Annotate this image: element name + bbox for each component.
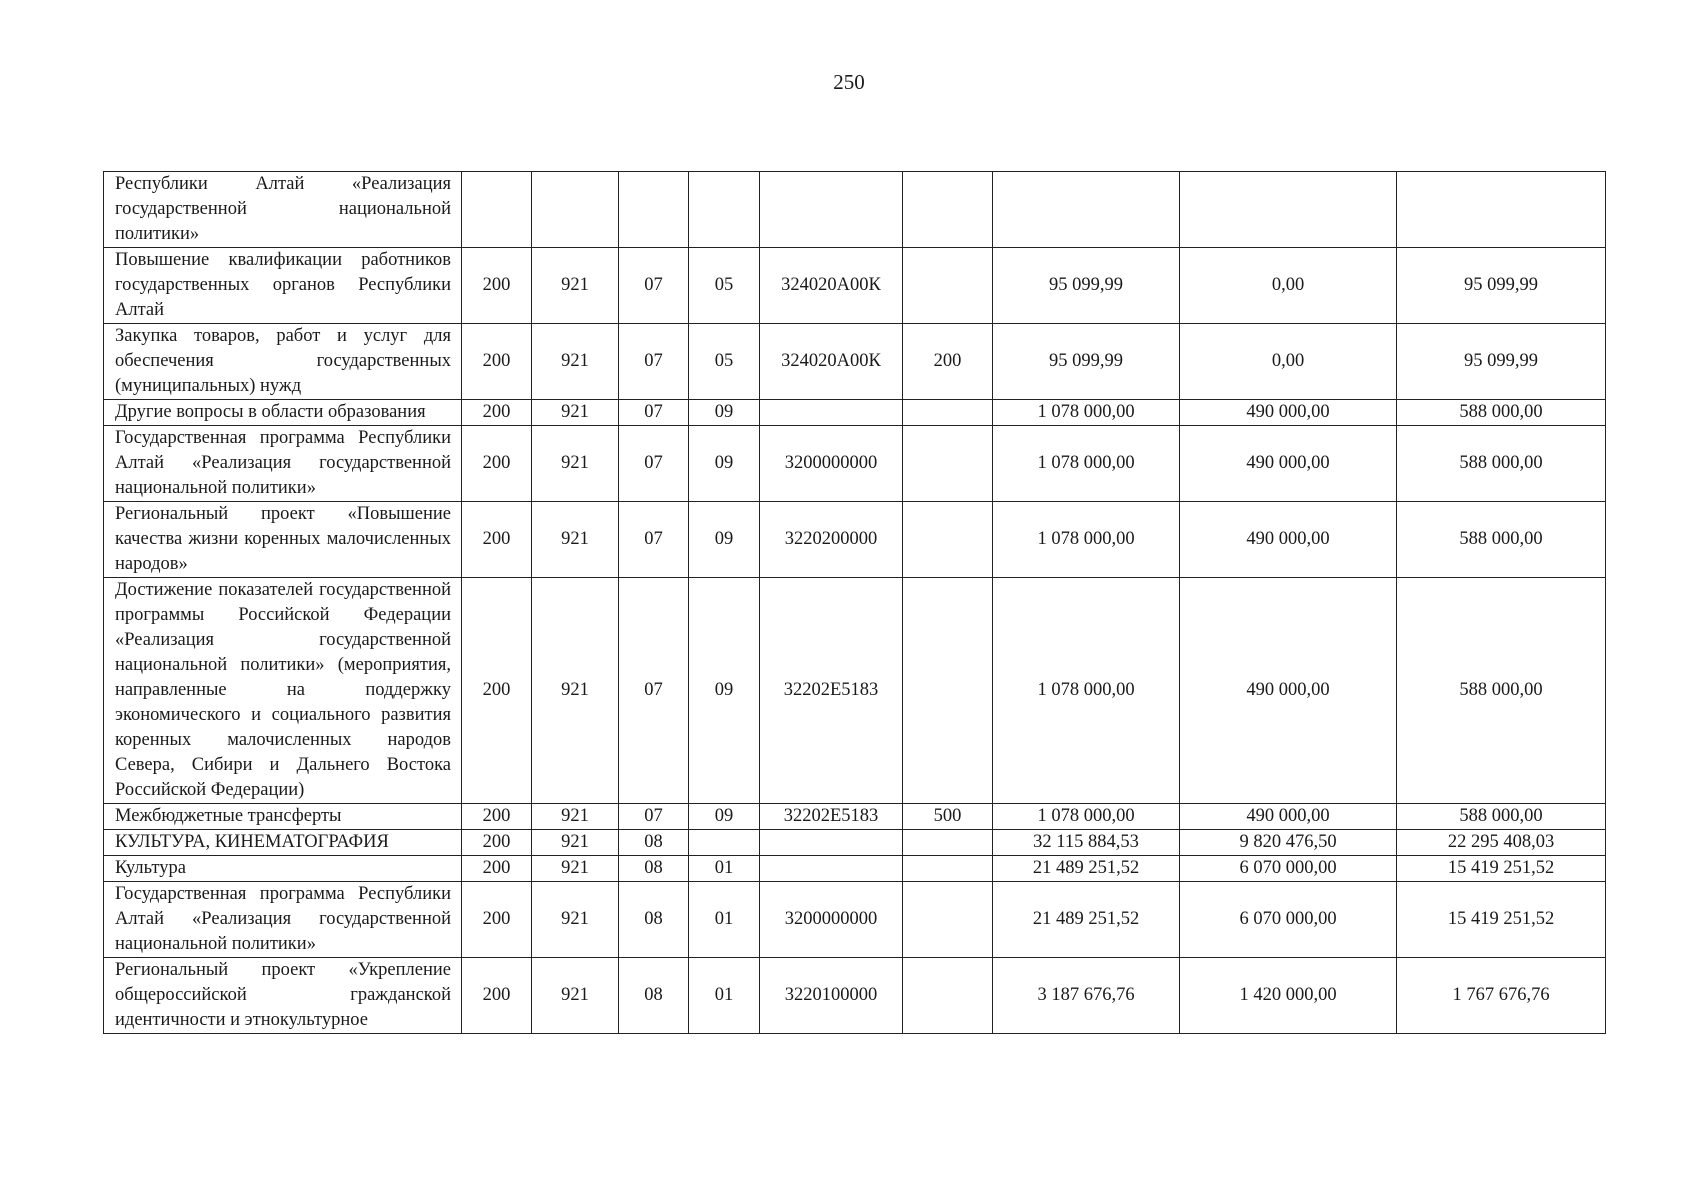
amount-cell: 6 070 000,00 (1180, 856, 1397, 882)
row-name: Республики Алтай «Реализация государственной национальной политики» (104, 172, 462, 248)
code-cell (903, 958, 993, 1034)
table-row (104, 958, 1606, 1034)
code-cell: 921 (532, 958, 619, 1034)
code-cell: 07 (619, 426, 689, 502)
amount-cell: 588 000,00 (1397, 804, 1606, 830)
code-cell: 921 (532, 578, 619, 804)
budget-table (103, 171, 1606, 1034)
row-name: Другие вопросы в области образования (104, 400, 462, 426)
row-name: Повышение квалификации работников государственных органов Республики Алтай (104, 248, 462, 324)
code-cell: 921 (532, 502, 619, 578)
code-cell: 07 (619, 578, 689, 804)
table-row (104, 804, 1606, 830)
amount-cell: 1 078 000,00 (993, 400, 1180, 426)
row-name: Государственная программа Республики Алтай «Реализация государственной национальной политики» (104, 882, 462, 958)
row-name: Межбюджетные трансферты (104, 804, 462, 830)
amount-cell (1397, 172, 1606, 248)
amount-cell: 21 489 251,52 (993, 882, 1180, 958)
table-row (104, 856, 1606, 882)
code-cell: 3200000000 (760, 882, 903, 958)
code-cell: 200 (903, 324, 993, 400)
amount-cell: 1 078 000,00 (993, 804, 1180, 830)
code-cell (689, 172, 760, 248)
code-cell: 32202E5183 (760, 578, 903, 804)
code-cell (760, 856, 903, 882)
code-cell: 01 (689, 958, 760, 1034)
table-row (104, 324, 1606, 400)
code-cell: 01 (689, 882, 760, 958)
code-cell: 3220100000 (760, 958, 903, 1034)
row-name: Региональный проект «Повышение качества жизни коренных малочисленных народов» (104, 502, 462, 578)
code-cell: 07 (619, 324, 689, 400)
code-cell: 08 (619, 958, 689, 1034)
code-cell: 07 (619, 400, 689, 426)
row-name: КУЛЬТУРА, КИНЕМАТОГРАФИЯ (104, 830, 462, 856)
row-name: Достижение показателей государственной программы Российской Федерации «Реализация государственной национальной политики» (мероприятия, направленные на поддержку экономического и социального развития коренных малочисленных народов Севера, Сибири и Дальнего Востока Российской Федерации) (104, 578, 462, 804)
code-cell: 3200000000 (760, 426, 903, 502)
amount-cell: 588 000,00 (1397, 502, 1606, 578)
amount-cell: 588 000,00 (1397, 426, 1606, 502)
amount-cell: 22 295 408,03 (1397, 830, 1606, 856)
code-cell: 200 (462, 958, 532, 1034)
row-name: Культура (104, 856, 462, 882)
amount-cell: 588 000,00 (1397, 400, 1606, 426)
code-cell (689, 830, 760, 856)
amount-cell: 95 099,99 (993, 248, 1180, 324)
amount-cell: 1 420 000,00 (1180, 958, 1397, 1034)
code-cell (760, 400, 903, 426)
amount-cell: 15 419 251,52 (1397, 856, 1606, 882)
table-row (104, 882, 1606, 958)
row-name: Региональный проект «Укрепление общероссийской гражданской идентичности и этнокультурное (104, 958, 462, 1034)
amount-cell: 1 078 000,00 (993, 502, 1180, 578)
code-cell: 05 (689, 324, 760, 400)
code-cell: 09 (689, 400, 760, 426)
code-cell: 05 (689, 248, 760, 324)
code-cell: 921 (532, 324, 619, 400)
amount-cell: 588 000,00 (1397, 578, 1606, 804)
code-cell (903, 426, 993, 502)
code-cell: 200 (462, 400, 532, 426)
code-cell (903, 830, 993, 856)
code-cell: 921 (532, 882, 619, 958)
code-cell (903, 502, 993, 578)
table-row (104, 172, 1606, 248)
amount-cell: 1 078 000,00 (993, 426, 1180, 502)
table-row (104, 248, 1606, 324)
code-cell: 200 (462, 882, 532, 958)
amount-cell: 490 000,00 (1180, 578, 1397, 804)
amount-cell: 32 115 884,53 (993, 830, 1180, 856)
code-cell: 500 (903, 804, 993, 830)
code-cell: 921 (532, 804, 619, 830)
amount-cell: 490 000,00 (1180, 400, 1397, 426)
amount-cell: 95 099,99 (1397, 248, 1606, 324)
amount-cell: 1 078 000,00 (993, 578, 1180, 804)
code-cell: 09 (689, 502, 760, 578)
code-cell: 08 (619, 882, 689, 958)
amount-cell (993, 172, 1180, 248)
code-cell: 200 (462, 856, 532, 882)
table-row (104, 426, 1606, 502)
amount-cell: 95 099,99 (993, 324, 1180, 400)
code-cell: 200 (462, 578, 532, 804)
code-cell (903, 248, 993, 324)
code-cell: 200 (462, 830, 532, 856)
code-cell (903, 400, 993, 426)
code-cell: 09 (689, 578, 760, 804)
amount-cell: 1 767 676,76 (1397, 958, 1606, 1034)
code-cell: 07 (619, 502, 689, 578)
amount-cell: 490 000,00 (1180, 502, 1397, 578)
code-cell: 08 (619, 830, 689, 856)
code-cell (532, 172, 619, 248)
row-name: Закупка товаров, работ и услуг для обеспечения государственных (муниципальных) нужд (104, 324, 462, 400)
code-cell: 09 (689, 426, 760, 502)
code-cell: 324020А00К (760, 248, 903, 324)
amount-cell: 15 419 251,52 (1397, 882, 1606, 958)
code-cell: 08 (619, 856, 689, 882)
code-cell: 200 (462, 502, 532, 578)
amount-cell: 95 099,99 (1397, 324, 1606, 400)
table-row (104, 830, 1606, 856)
code-cell: 09 (689, 804, 760, 830)
code-cell: 200 (462, 248, 532, 324)
code-cell: 921 (532, 856, 619, 882)
amount-cell: 21 489 251,52 (993, 856, 1180, 882)
code-cell: 01 (689, 856, 760, 882)
amount-cell (1180, 172, 1397, 248)
amount-cell: 0,00 (1180, 248, 1397, 324)
code-cell (903, 578, 993, 804)
amount-cell: 6 070 000,00 (1180, 882, 1397, 958)
code-cell: 921 (532, 248, 619, 324)
table-row (104, 578, 1606, 804)
code-cell: 200 (462, 426, 532, 502)
amount-cell: 3 187 676,76 (993, 958, 1180, 1034)
code-cell (462, 172, 532, 248)
amount-cell: 490 000,00 (1180, 804, 1397, 830)
amount-cell: 9 820 476,50 (1180, 830, 1397, 856)
code-cell (903, 856, 993, 882)
code-cell (760, 830, 903, 856)
code-cell (619, 172, 689, 248)
code-cell: 32202E5183 (760, 804, 903, 830)
page-number: 250 (833, 70, 865, 94)
amount-cell: 0,00 (1180, 324, 1397, 400)
row-name: Государственная программа Республики Алтай «Реализация государственной национальной политики» (104, 426, 462, 502)
code-cell: 324020А00К (760, 324, 903, 400)
code-cell: 07 (619, 248, 689, 324)
code-cell (760, 172, 903, 248)
code-cell: 07 (619, 804, 689, 830)
code-cell: 921 (532, 426, 619, 502)
code-cell: 200 (462, 804, 532, 830)
code-cell: 200 (462, 324, 532, 400)
table-row (104, 400, 1606, 426)
code-cell: 3220200000 (760, 502, 903, 578)
table-row (104, 502, 1606, 578)
code-cell (903, 172, 993, 248)
code-cell (903, 882, 993, 958)
amount-cell: 490 000,00 (1180, 426, 1397, 502)
code-cell: 921 (532, 400, 619, 426)
code-cell: 921 (532, 830, 619, 856)
